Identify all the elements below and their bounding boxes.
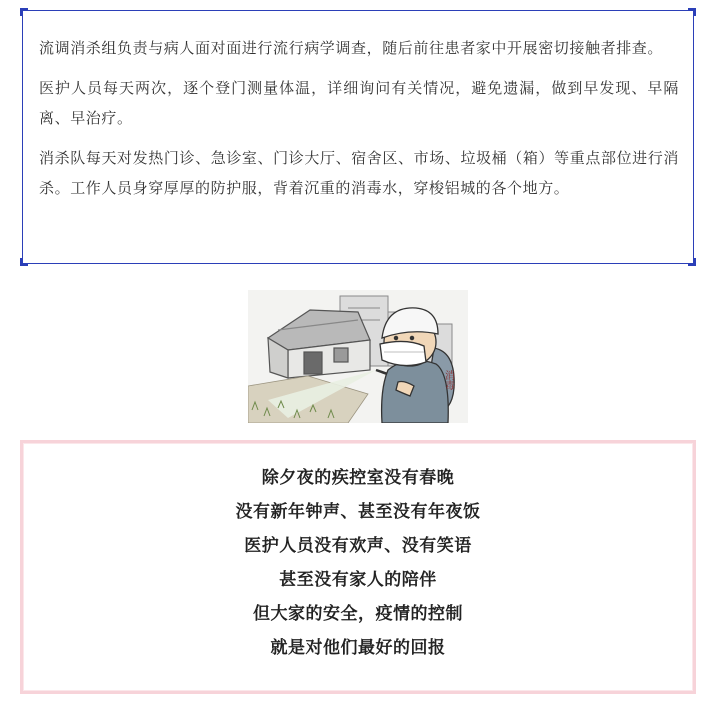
tank-label: 消毒 <box>442 370 454 390</box>
slogan-lines <box>23 461 693 665</box>
slogan-line: 除夕夜的疾控室没有春晚 <box>261 468 455 488</box>
slogan-line: 但大家的安全，疫情的控制 <box>253 604 463 624</box>
slogan-line: 甚至没有家人的陪伴 <box>279 570 437 590</box>
paragraph-temperature: 医护人员每天两次，逐个登门测量体温，详细询问有关情况，避免遗漏，做到早发现、早隔离、早治疗。 <box>39 79 679 127</box>
corner-decoration <box>688 258 696 266</box>
corner-decoration <box>688 8 696 16</box>
slogan-line: 就是对他们最好的回报 <box>270 638 446 658</box>
info-paragraphs <box>39 33 679 213</box>
slogan-line: 医护人员没有欢声、没有笑语 <box>244 536 472 556</box>
corner-decoration <box>20 258 28 266</box>
slogan-line: 没有新年钟声、甚至没有年夜饭 <box>235 502 481 522</box>
paragraph-disinfection: 消杀队每天对发热门诊、急诊室、门诊大厅、宿舍区、市场、垃圾桶（箱）等重点部位进行消杀。工作人员身穿厚厚的防护服，背着沉重的消毒水，穿梭铝城的各个地方。 <box>39 149 679 197</box>
disinfection-illustration <box>248 290 468 423</box>
corner-decoration <box>20 8 28 16</box>
info-box <box>22 10 694 264</box>
paragraph-investigation: 流调消杀组负责与病人面对面进行流行病学调查，随后前往患者家中开展密切接触者排查。 <box>39 39 664 57</box>
slogan-box <box>20 440 696 694</box>
